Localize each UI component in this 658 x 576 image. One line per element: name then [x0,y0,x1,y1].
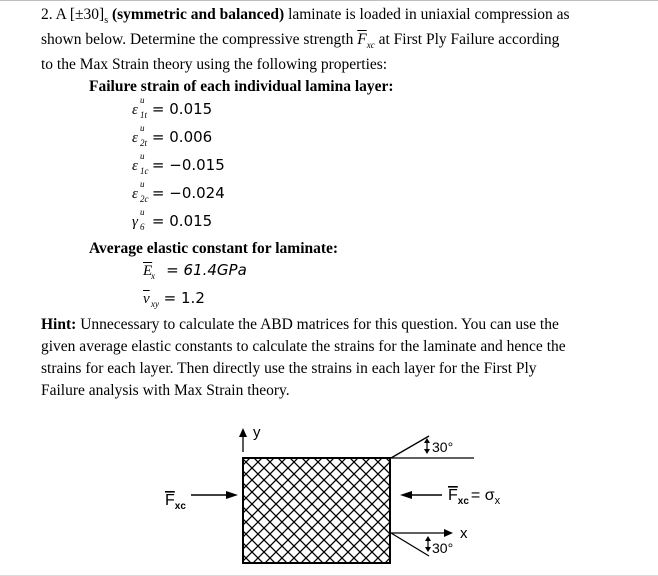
strain-g6: γ u 6 = 0.015 [132,207,213,232]
right-force-label: $F_{xc} = \sigma_x$ [448,487,501,507]
elastic-heading: Average elastic constant for laminate: [89,240,339,257]
x-axis-label: x [460,525,468,542]
strain-value: = 0.015 [151,212,213,230]
failure-strain-heading: Failure strain of each individual lamina layer: [89,78,394,95]
left-force-arrow [191,491,238,499]
fiber-angle-bottom [391,533,431,556]
elastic-value: = 1.2 [163,289,205,307]
x-axis [391,529,453,537]
strain-value: = −0.024 [151,184,225,202]
hint-line-4: Failure analysis with Max Strain theory. [41,382,290,399]
problem-line-2-b: at First Ply Failure according [378,31,560,48]
elastic-vxy: ν xy = 1.2 [143,289,205,309]
y-axis-label: y [253,424,261,441]
layup-description: (symmetric and balanced) [111,6,285,23]
hint-text-1: Unnecessary to calculate the ABD matrices for this question. You can use the [80,316,559,333]
strength-subscript: xc [366,40,375,51]
strength-symbol: $\overline{F}$ [357,31,367,48]
strain-e2t: ε u 2t = 0.006 [132,123,213,148]
problem-line-3: to the Max Strain theory using the following properties: [41,56,388,73]
angle-top-label: 30° [432,439,454,455]
layup-subscript: s [104,15,109,27]
elastic-value: = 61.4GPa [166,261,247,279]
left-force-label: $F_{xc}$ [165,492,186,512]
hint-label: Hint: [41,316,77,333]
strain-value: = 0.006 [151,128,213,146]
strain-value: = 0.015 [151,100,213,118]
laminate-block [243,458,390,563]
hint-line-3: strains for each layer. Then directly use the strains in each layer for the First Ply [41,360,537,377]
laminate-layup: A [±30] [55,6,105,23]
y-axis [239,428,247,452]
hint-line-2: given average elastic constants to calculate the strains for the laminate and hence the [41,338,566,355]
elastic-ex: E x = 61.4GPa [143,261,247,281]
angle-bottom-label: 30° [432,540,454,556]
problem-line-2-a: shown below. Determine the compressive strength [41,31,354,48]
right-force-arrow [400,491,442,499]
strain-e1t: ε u 1t = 0.015 [132,95,213,120]
problem-number: 2. [41,6,53,23]
strain-value: = −0.015 [151,156,225,174]
problem-line-1-rest: laminate is loaded in uniaxial compression as [288,6,570,23]
strain-e2c: ε u 2c = −0.024 [132,179,225,204]
strain-e1c: ε u 1c = −0.015 [132,151,225,176]
